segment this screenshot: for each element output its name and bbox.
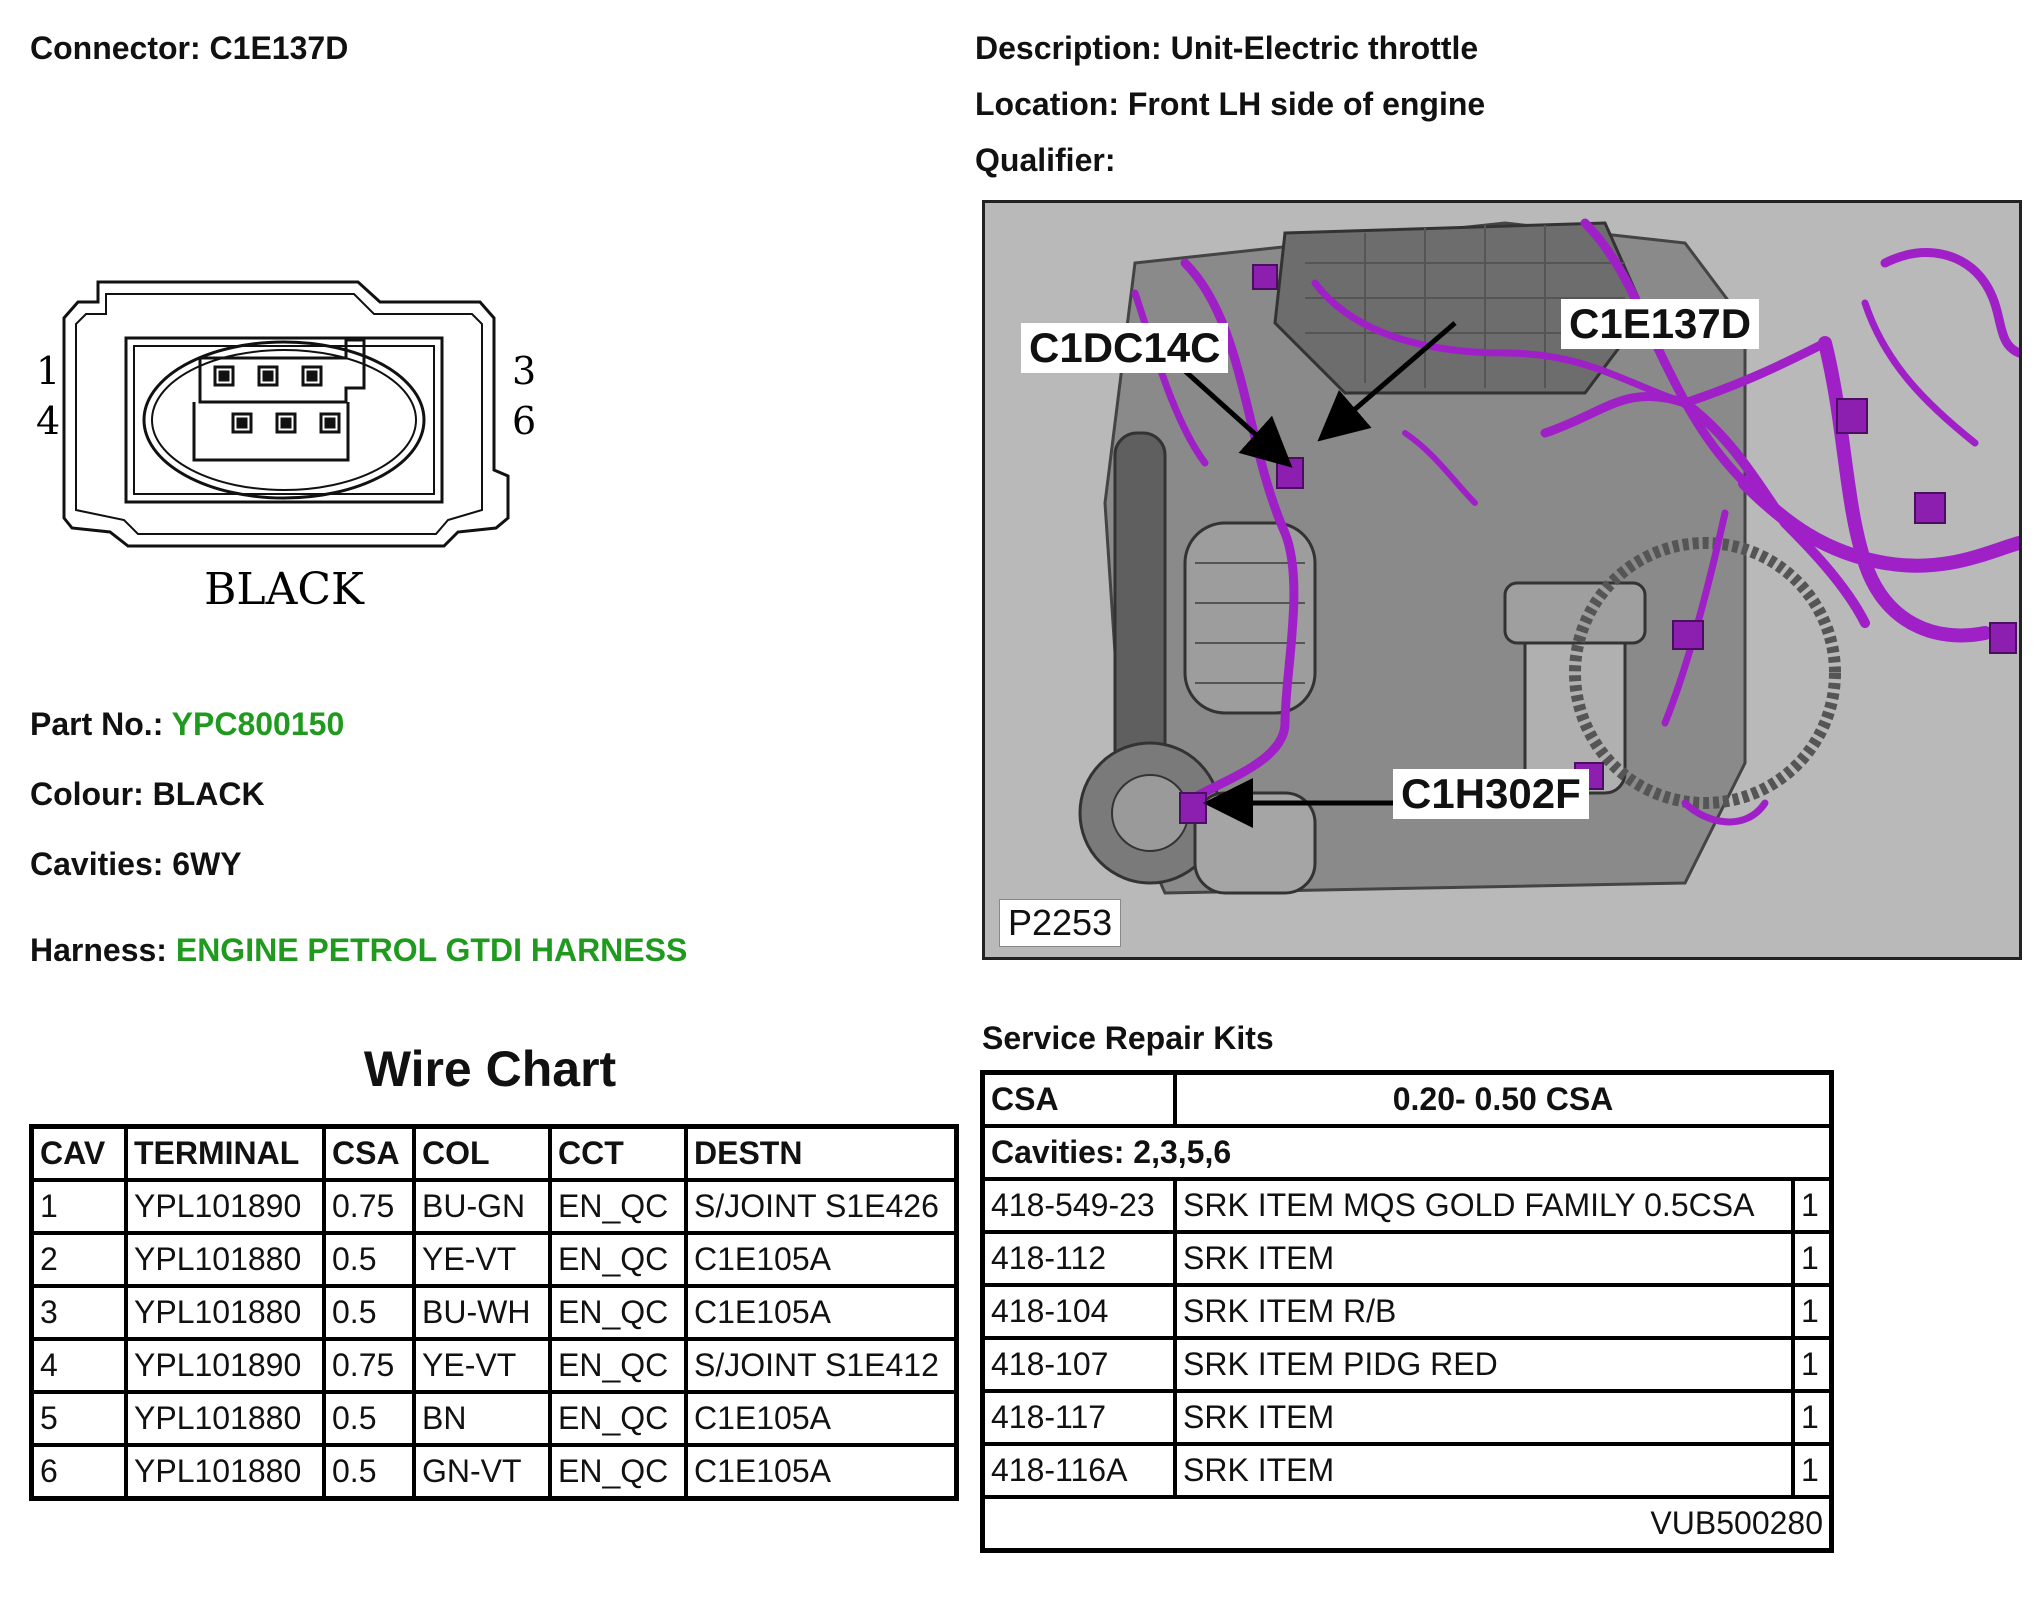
callout-c1e137d: C1E137D (1561, 299, 1759, 349)
col-cell: YE-VT (414, 1233, 550, 1286)
location-label: Location: (975, 86, 1119, 122)
table-row (983, 1391, 1832, 1444)
cct-cell: EN_QC (550, 1339, 686, 1392)
description-value: Unit-Electric throttle (1170, 30, 1479, 66)
col-cell: BU-GN (414, 1180, 550, 1233)
part-no-value[interactable]: YPC800150 (171, 706, 345, 742)
table-row (32, 1392, 957, 1445)
table-row (32, 1445, 957, 1499)
harness-field (30, 932, 687, 969)
pulley-belt (1115, 433, 1165, 793)
table-row (32, 1339, 957, 1392)
colour-value: BLACK (152, 776, 265, 812)
srk-footer: VUB500280 (983, 1497, 1832, 1551)
cct-cell: EN_QC (550, 1233, 686, 1286)
wire-chart-table (29, 1124, 959, 1501)
srk-quantity: 1 (1793, 1179, 1832, 1232)
pin-label-6: 6 (512, 399, 537, 443)
photo-reference: P2253 (999, 899, 1121, 947)
srk-part-number: 418-117 (983, 1391, 1176, 1444)
srk-quantity: 1 (1793, 1391, 1832, 1444)
srk-description: SRK ITEM PIDG RED (1175, 1338, 1793, 1391)
cavities-field (30, 846, 242, 883)
cavities-label: Cavities: (30, 846, 164, 882)
engine-illustration (985, 203, 2019, 957)
description-field (975, 30, 1478, 67)
terminal-cell: YPL101880 (126, 1233, 324, 1286)
service-repair-kits-table (980, 1070, 1834, 1553)
part-no-field (30, 706, 344, 743)
terminal-cell: YPL101880 (126, 1392, 324, 1445)
part-no-label: Part No.: (30, 706, 164, 742)
col-header-terminal: TERMINAL (126, 1127, 324, 1181)
csa-cell: 0.5 (324, 1233, 414, 1286)
description-label: Description: (975, 30, 1162, 66)
connector-value: C1E137D (209, 30, 349, 66)
srk-csa-row (983, 1073, 1832, 1127)
cav-cell: 2 (32, 1233, 127, 1286)
connector-face-diagram (28, 270, 548, 630)
srk-description: SRK ITEM MQS GOLD FAMILY 0.5CSA (1175, 1179, 1793, 1232)
cav-cell: 6 (32, 1445, 127, 1499)
csa-cell: 0.75 (324, 1180, 414, 1233)
service-repair-kits-title: Service Repair Kits (982, 1020, 1274, 1056)
cavities-value: 6WY (172, 846, 242, 882)
srk-description: SRK ITEM R/B (1175, 1285, 1793, 1338)
srk-part-number: 418-116A (983, 1444, 1176, 1497)
srk-description: SRK ITEM (1175, 1444, 1793, 1497)
starter-motor (1195, 793, 1315, 893)
csa-cell: 0.5 (324, 1286, 414, 1339)
cct-cell: EN_QC (550, 1392, 686, 1445)
col-cell: GN-VT (414, 1445, 550, 1499)
colour-label: Colour: (30, 776, 144, 812)
cct-cell: EN_QC (550, 1180, 686, 1233)
srk-part-number: 418-549-23 (983, 1179, 1176, 1232)
srk-part-number: 418-107 (983, 1338, 1176, 1391)
cct-cell: EN_QC (550, 1286, 686, 1339)
table-row (32, 1233, 957, 1286)
srk-cavities: Cavities: 2,3,5,6 (983, 1126, 1832, 1179)
table-row (983, 1338, 1832, 1391)
srk-csa-value: 0.20- 0.50 CSA (1175, 1073, 1832, 1127)
callout-c1dc14c: C1DC14C (1021, 323, 1228, 373)
col-cell: YE-VT (414, 1339, 550, 1392)
destn-cell: C1E105A (686, 1233, 957, 1286)
srk-part-number: 418-112 (983, 1232, 1176, 1285)
srk-quantity: 1 (1793, 1338, 1832, 1391)
terminal-cell: YPL101880 (126, 1286, 324, 1339)
callout-c1h302f: C1H302F (1393, 769, 1589, 819)
destn-cell: S/JOINT S1E426 (686, 1180, 957, 1233)
col-header-cct: CCT (550, 1127, 686, 1181)
cav-cell: 5 (32, 1392, 127, 1445)
connector-label: Connector: (30, 30, 201, 66)
csa-cell: 0.5 (324, 1445, 414, 1499)
cav-cell: 1 (32, 1180, 127, 1233)
col-header-csa: CSA (324, 1127, 414, 1181)
wire-chart-header-row (32, 1127, 957, 1181)
qualifier-label: Qualifier: (975, 142, 1116, 178)
colour-field (30, 776, 265, 813)
pin-label-4: 4 (36, 399, 61, 443)
srk-cavities-row (983, 1126, 1832, 1179)
destn-cell: C1E105A (686, 1286, 957, 1339)
connector-field (30, 30, 348, 67)
harness-label: Harness: (30, 932, 167, 968)
terminal-cell: YPL101890 (126, 1180, 324, 1233)
terminal-cell: YPL101880 (126, 1445, 324, 1499)
cct-cell: EN_QC (550, 1445, 686, 1499)
srk-footer-row (983, 1497, 1832, 1551)
destn-cell: C1E105A (686, 1392, 957, 1445)
table-row (32, 1286, 957, 1339)
srk-quantity: 1 (1793, 1285, 1832, 1338)
pin-label-1: 1 (36, 349, 61, 393)
qualifier-field (975, 142, 1115, 179)
location-field (975, 86, 1485, 123)
srk-csa-label: CSA (983, 1073, 1176, 1127)
table-row (983, 1444, 1832, 1497)
col-cell: BU-WH (414, 1286, 550, 1339)
table-row (983, 1285, 1832, 1338)
destn-cell: S/JOINT S1E412 (686, 1339, 957, 1392)
col-header-cav: CAV (32, 1127, 127, 1181)
location-value: Front LH side of engine (1127, 86, 1486, 122)
col-cell: BN (414, 1392, 550, 1445)
engine-location-photo (982, 200, 2022, 960)
col-header-destn: DESTN (686, 1127, 957, 1181)
col-header-col: COL (414, 1127, 550, 1181)
wire-chart-title: Wire Chart (363, 1041, 617, 1097)
table-row (983, 1179, 1832, 1232)
cav-cell: 3 (32, 1286, 127, 1339)
csa-cell: 0.5 (324, 1392, 414, 1445)
pin-cavities (215, 367, 339, 432)
pin-label-3: 3 (512, 349, 537, 393)
terminal-cell: YPL101890 (126, 1339, 324, 1392)
srk-quantity: 1 (1793, 1232, 1832, 1285)
harness-value[interactable]: ENGINE PETROL GTDI HARNESS (175, 932, 688, 968)
table-row (983, 1232, 1832, 1285)
pin-housing (194, 340, 364, 460)
cav-cell: 4 (32, 1339, 127, 1392)
csa-cell: 0.75 (324, 1339, 414, 1392)
destn-cell: C1E105A (686, 1445, 957, 1499)
srk-quantity: 1 (1793, 1444, 1832, 1497)
table-row (32, 1180, 957, 1233)
srk-part-number: 418-104 (983, 1285, 1176, 1338)
srk-description: SRK ITEM (1175, 1391, 1793, 1444)
srk-description: SRK ITEM (1175, 1232, 1793, 1285)
connector-colour-caption: BLACK (204, 564, 364, 615)
